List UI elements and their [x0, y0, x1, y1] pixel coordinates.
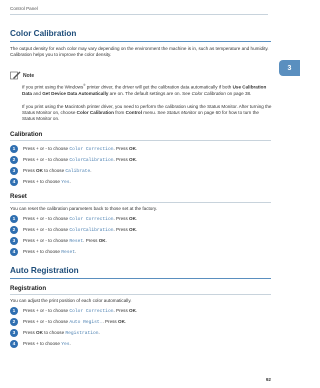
step-number-badge: 4 — [10, 248, 18, 256]
step-number-badge: 4 — [10, 340, 18, 348]
step-item — [10, 340, 71, 348]
step-item — [10, 167, 92, 175]
subsection-rule — [10, 294, 271, 295]
subsection-rule — [10, 140, 271, 141]
step-item — [10, 215, 137, 223]
note-windows-paragraph: If you print using the Windows® printer driver, the driver will get the calibration data automatically if both Use Calibration Data and Get Device Data Automatically are on. The default settings are on. See Color Calibration on page 38. — [22, 83, 267, 96]
step-item — [10, 145, 137, 153]
chapter-tab: 3 — [279, 60, 300, 76]
registration-intro: You can adjust the print position of each color automatically. — [10, 298, 132, 303]
subsection-title-reset: Reset — [10, 193, 27, 200]
note-macintosh-paragraph: If you print using the Macintosh printer driver, you need to perform the calibration using the Status Monitor. After turning the Status Monitor on, choose Color Calibration from Control menu. See Status Monitor on page 60 for how to turn the Status Monitor on. — [22, 104, 272, 122]
step-text: Press + to choose Yes. — [23, 341, 71, 347]
step-number-badge: 2 — [10, 226, 18, 234]
step-text: Press OK to choose Registration. — [23, 330, 100, 336]
page-number: 92 — [265, 377, 271, 382]
step-item — [10, 248, 76, 256]
step-text: Press + or - to choose Color Correction. Press OK. — [23, 216, 138, 222]
step-number-badge: 3 — [10, 237, 18, 245]
section-rule — [10, 41, 271, 42]
note-label: Note — [23, 73, 35, 79]
step-item — [10, 329, 100, 337]
step-text: Press + to choose Yes. — [23, 179, 71, 185]
step-item — [10, 156, 137, 164]
step-item — [10, 178, 71, 186]
subsection-rule — [10, 202, 271, 203]
step-item — [10, 237, 107, 245]
step-number-badge: 4 — [10, 178, 18, 186]
step-number-badge: 1 — [10, 145, 18, 153]
step-text: Press + or - to choose ColorCalibration. Press OK. — [23, 157, 138, 163]
section-rule — [10, 278, 271, 279]
step-text: Press + or - to choose Auto Regist.. Press OK. — [23, 319, 127, 325]
step-number-badge: 1 — [10, 307, 18, 315]
step-number-badge: 3 — [10, 167, 18, 175]
header-divider — [10, 14, 268, 15]
step-item — [10, 318, 126, 326]
section-title-color-calibration: Color Calibration — [10, 29, 77, 38]
step-text: Press + to choose Reset. — [23, 249, 77, 255]
step-number-badge: 3 — [10, 329, 18, 337]
subsection-title-calibration: Calibration — [10, 131, 43, 138]
running-header: Control Panel — [10, 6, 38, 11]
reset-intro: You can reset the calibration parameters back to those set at the factory. — [10, 206, 158, 211]
intro-paragraph: The output density for each color may vary depending on the environment the machine is in, such as temperature and humidity. Calibration helps you to improve the color density. — [10, 46, 269, 58]
step-text: Press + or - to choose Color Correction. Press OK. — [23, 146, 138, 152]
note-pencil-icon — [10, 71, 21, 80]
step-item — [10, 226, 137, 234]
step-number-badge: 2 — [10, 156, 18, 164]
step-text: Press + or - to choose Reset. Press OK. — [23, 238, 107, 244]
step-text: Press + or - to choose Color Correction. Press OK. — [23, 308, 138, 314]
subsection-title-registration: Registration — [10, 285, 47, 292]
step-text: Press + or - to choose ColorCalibration. Press OK. — [23, 227, 138, 233]
step-text: Press OK to choose Calibrate. — [23, 168, 92, 174]
step-number-badge: 2 — [10, 318, 18, 326]
section-title-auto-registration: Auto Registration — [10, 266, 79, 275]
step-number-badge: 1 — [10, 215, 18, 223]
step-item — [10, 307, 137, 315]
